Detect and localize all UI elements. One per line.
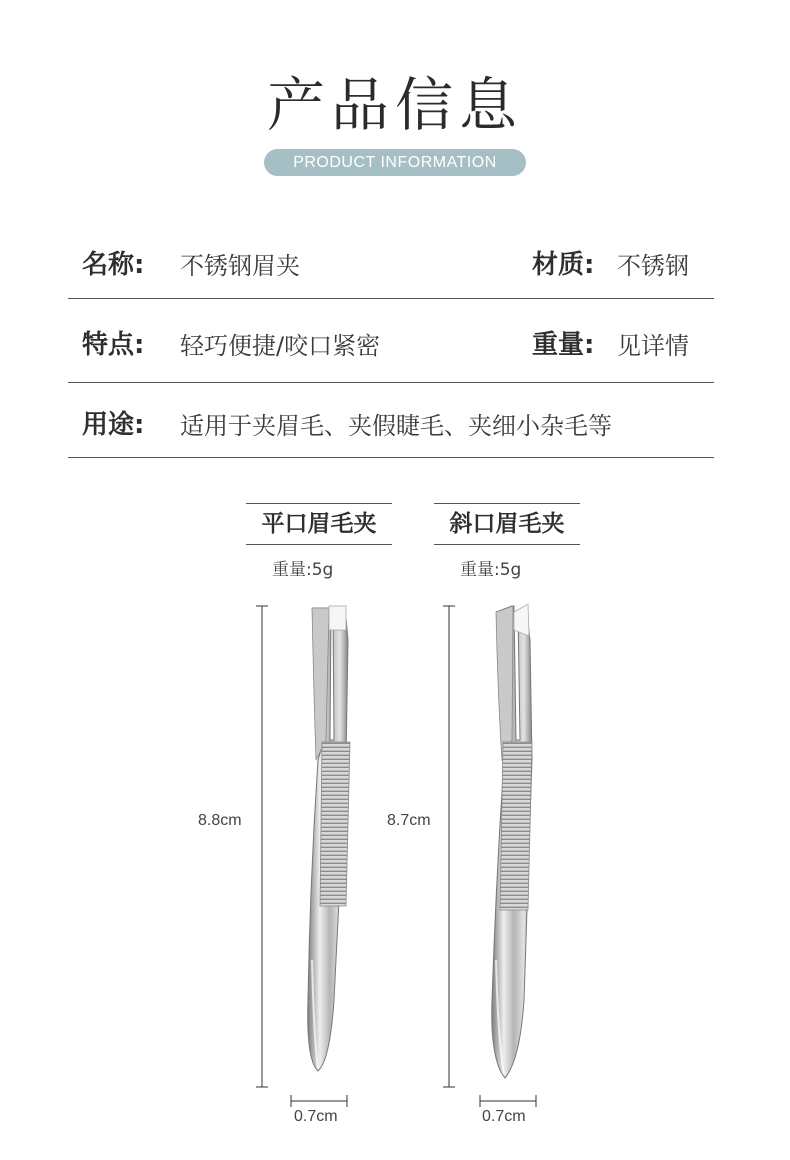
length-label-flat: 8.8cm (198, 812, 242, 829)
length-label-slant: 8.7cm (387, 812, 431, 829)
feature-label: 特点: (82, 330, 145, 360)
weight-label: 重量: (532, 330, 595, 360)
product-weight-flat: 重量:5g (272, 560, 334, 580)
name-label: 名称: (82, 250, 145, 280)
usage-value: 适用于夹眉毛、夹假睫毛、夹细小杂毛等 (180, 412, 612, 440)
flat-tweezers-image (308, 606, 350, 1071)
product-name-flat: 平口眉毛夹 (246, 503, 392, 545)
width-label-flat: 0.7cm (294, 1108, 338, 1125)
material-value: 不锈钢 (617, 252, 689, 280)
product-weight-slant: 重量:5g (460, 560, 522, 580)
subtitle-badge: PRODUCT INFORMATION (264, 149, 526, 176)
usage-label: 用途: (82, 410, 145, 440)
slant-tweezers-image (492, 604, 532, 1078)
product-name-slant: 斜口眉毛夹 (434, 503, 580, 545)
name-value: 不锈钢眉夹 (180, 252, 300, 280)
weight-value: 见详情 (617, 332, 689, 360)
material-label: 材质: (532, 250, 595, 280)
page-title: 产品信息 (266, 71, 523, 139)
width-label-slant: 0.7cm (482, 1108, 526, 1125)
feature-value: 轻巧便捷/咬口紧密 (180, 332, 381, 360)
